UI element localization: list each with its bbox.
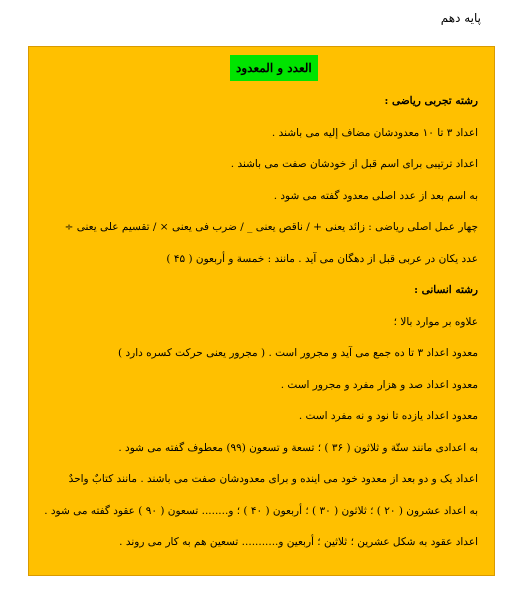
- document-title: العدد و المعدود: [230, 55, 318, 81]
- text-line: به اعدادی مانند ستّة و ثلاثون ( ۳۶ ) ؛ تسعة و تسعون (۹۹) معطوف گفته می شود .: [118, 441, 478, 454]
- text-line: علاوه بر موارد بالا ؛: [393, 315, 478, 328]
- text-line: معدود اعداد ۳ تا ده جمع می آید و مجرور است . ( مجرور یعنی حرکت کسره دارد ): [118, 347, 478, 359]
- text-line: اعداد یک و دو بعد از معدود خود می اینده و برای معدودشان صفت می باشند . مانند کتابٌ واحدٌ: [68, 473, 478, 485]
- section-heading: رشته انسانی :: [414, 284, 478, 296]
- text-line: به اسم بعد از عدد اصلی معدود گفته می شود .: [273, 189, 478, 202]
- content-lines: [39, 89, 478, 562]
- text-line: چهار عمل اصلی ریاضی : زائد یعنی + / ناقص یعنی _ / ضرب فی یعنی × / تقسیم علی یعنی ÷: [64, 221, 478, 233]
- section-heading: رشته تجربی ریاضی :: [384, 95, 478, 107]
- content-box: [28, 46, 495, 576]
- text-line: به اعداد عشرون ( ۲۰ ) ؛ ثلاثون ( ۳۰ ) ؛ أربعون ( ۴۰ ) ؛ و........ تسعون ( ۹۰ ) عقود گفته می شود .: [44, 504, 478, 517]
- text-line: اعداد ۳ تا ۱۰ معدودشان مضاف إلیه می باشند .: [271, 126, 478, 139]
- grade-label: پایه دهم: [440, 11, 481, 25]
- text-line: معدود اعداد صد و هزار مفرد و مجرور است .: [280, 378, 478, 391]
- text-line: عدد یکان در عربی قبل از دهگان می آید . مانند : خمسة و أربعون ( ۴۵ ): [166, 252, 478, 265]
- text-line: اعداد ترتیبی برای اسم قبل از خودشان صفت می باشند .: [230, 158, 478, 170]
- text-line: معدود اعداد یازده تا نود و نه مفرد است .: [298, 410, 478, 422]
- text-line: اعداد عقود به شکل عشرین ؛ ثلاثین ؛ أربعین و........... تسعین هم به کار می روند .: [119, 536, 478, 548]
